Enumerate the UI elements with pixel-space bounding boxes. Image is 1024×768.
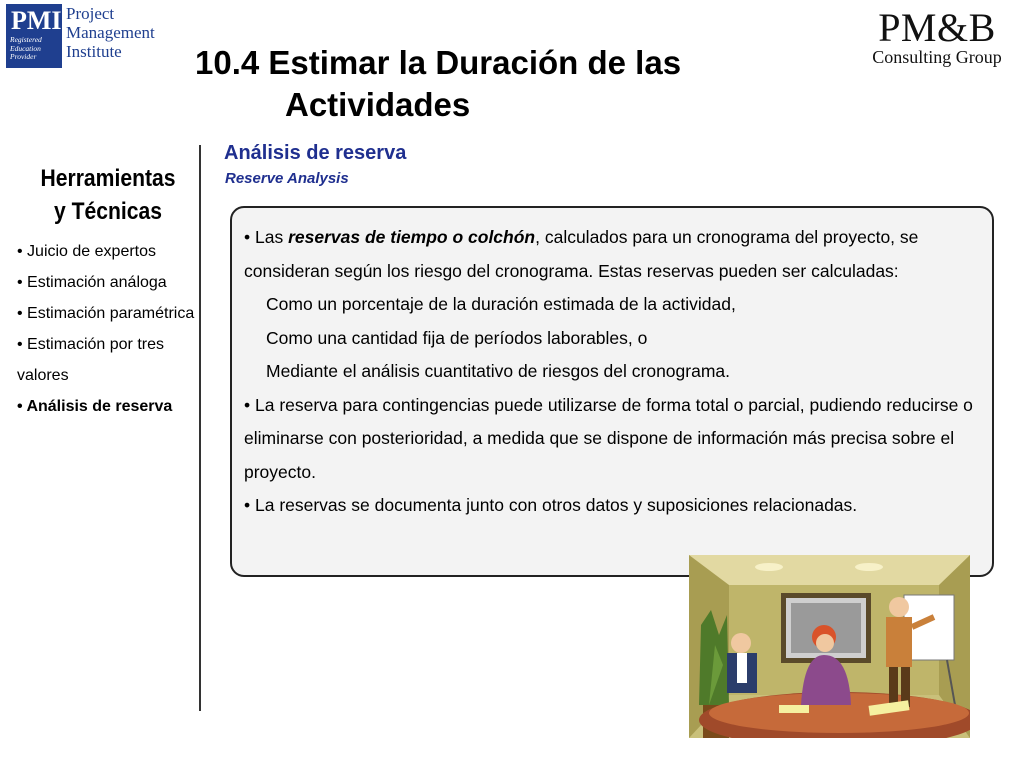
- pmi-mark-letters: PMI: [11, 6, 62, 35]
- meeting-illustration: [689, 555, 970, 738]
- tool-item-analisis-reserva: • Análisis de reserva: [17, 398, 173, 415]
- pmi-logo: [6, 4, 155, 68]
- sidebar-heading-line2: y Técnicas: [53, 198, 163, 225]
- sidebar-heading: [36, 162, 180, 228]
- sidebar-heading-line1: Herramientas: [40, 165, 176, 192]
- tool-item-estimacion-tres-valores: • Estimación por tres valores: [17, 336, 164, 384]
- pmb-logo-name: PM&B: [878, 5, 996, 50]
- emphasis-reservas: reservas de tiempo o colchón: [288, 227, 536, 247]
- pmi-badge-text: Registered Education Provider: [10, 35, 42, 61]
- bullet-documentacion: • La reservas se documenta junto con otros datos y suposiciones relacionadas.: [244, 495, 858, 515]
- tool-item-estimacion-parametrica: • Estimación paramétrica: [17, 305, 195, 322]
- sub-item-porcentaje: Como un porcentaje de la duración estimada de la actividad,: [266, 294, 736, 314]
- section-subtitle: Reserve Analysis: [225, 170, 349, 187]
- sub-item-cantidad-fija: Como una cantidad fija de períodos laborables, o: [266, 327, 648, 348]
- page-title-line2: Actividades: [285, 86, 471, 123]
- sub-item-analisis-cuantitativo: Mediante el análisis cuantitativo de riesgos del cronograma.: [266, 361, 731, 381]
- bullet-contingencias: • La reserva para contingencias puede utilizarse de forma total o parcial, pudiendo reducirse o eliminarse con posterioridad, a medida que se dispone de información más precisa sobre el proyecto.: [244, 394, 973, 482]
- tools-list: [17, 236, 207, 422]
- page-title-line1: 10.4 Estimar la Duración de las: [195, 44, 682, 81]
- bullet-reservas-tiempo: • Las reservas de tiempo o colchón, calculados para un cronograma del proyecto, se consideran según los riesgo del cronograma. Estas reservas pueden ser calculadas:: [244, 227, 919, 281]
- section-title: Análisis de reserva: [224, 142, 407, 164]
- vertical-divider: [199, 145, 201, 711]
- pmi-name: Project Management Institute: [66, 4, 155, 61]
- content-box: [230, 206, 994, 577]
- pmb-logo-subtitle: Consulting Group: [872, 47, 1002, 67]
- page-title: [195, 42, 681, 126]
- tool-item-estimacion-analoga: • Estimación análoga: [17, 274, 167, 291]
- tool-item-juicio-expertos: • Juicio de expertos: [17, 243, 157, 260]
- pmb-logo: [862, 5, 1012, 67]
- pmi-mark: [6, 4, 62, 68]
